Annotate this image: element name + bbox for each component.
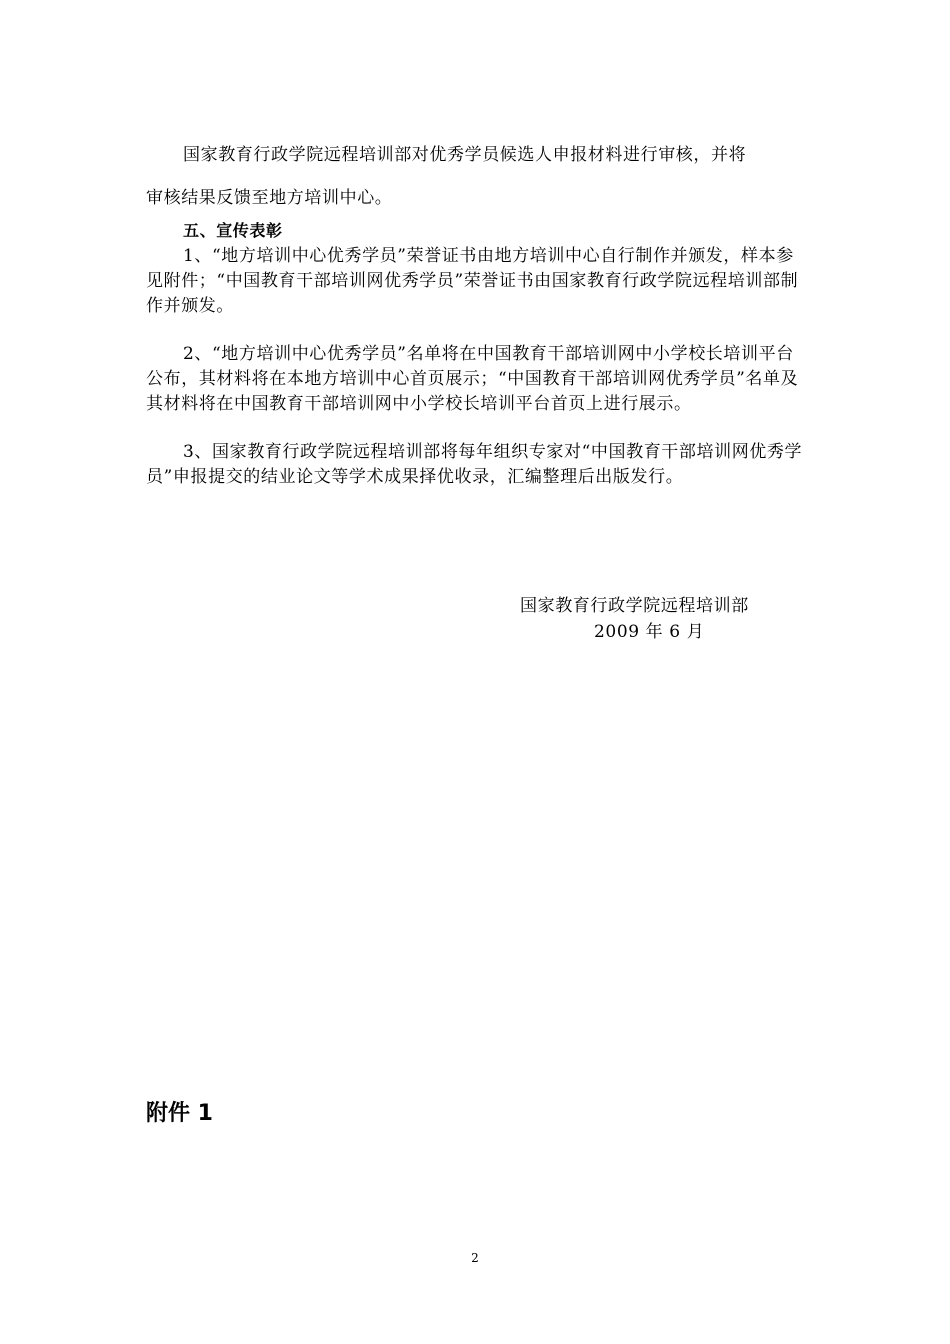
- section-heading: 五、宣传表彰: [183, 221, 283, 240]
- signature-date: 2009 年 6 月: [594, 622, 705, 642]
- page-number: 2: [471, 1251, 479, 1265]
- list-item-1: 1、“地方培训中心优秀学员”荣誉证书由地方培训中心自行制作并颁发，样本参见附件；“中国教育干部培训网优秀学员”荣誉证书由国家教育行政学院远程培训部制作并颁发。: [146, 246, 799, 316]
- paragraph-review-line2: 审核结果反馈至地方培训中心。: [146, 188, 393, 208]
- signature-organization: 国家教育行政学院远程培训部: [520, 596, 749, 616]
- list-item-3: 3、国家教育行政学院远程培训部将每年组织专家对“中国教育干部培训网优秀学员”申报提交的结业论文等学术成果择优收录，汇编整理后出版发行。: [146, 442, 803, 487]
- attachment-title: 附件 1: [146, 1101, 213, 1126]
- paragraph-review-line1: 国家教育行政学院远程培训部对优秀学员候选人申报材料进行审核，并将: [183, 145, 747, 165]
- list-item-2: 2、“地方培训中心优秀学员”名单将在中国教育干部培训网中小学校长培训平台公布，其材料将在本地方培训中心首页展示；“中国教育干部培训网优秀学员”名单及其材料将在中国教育干部培训网中小学校长培训平台首页上进行展示。: [146, 344, 799, 414]
